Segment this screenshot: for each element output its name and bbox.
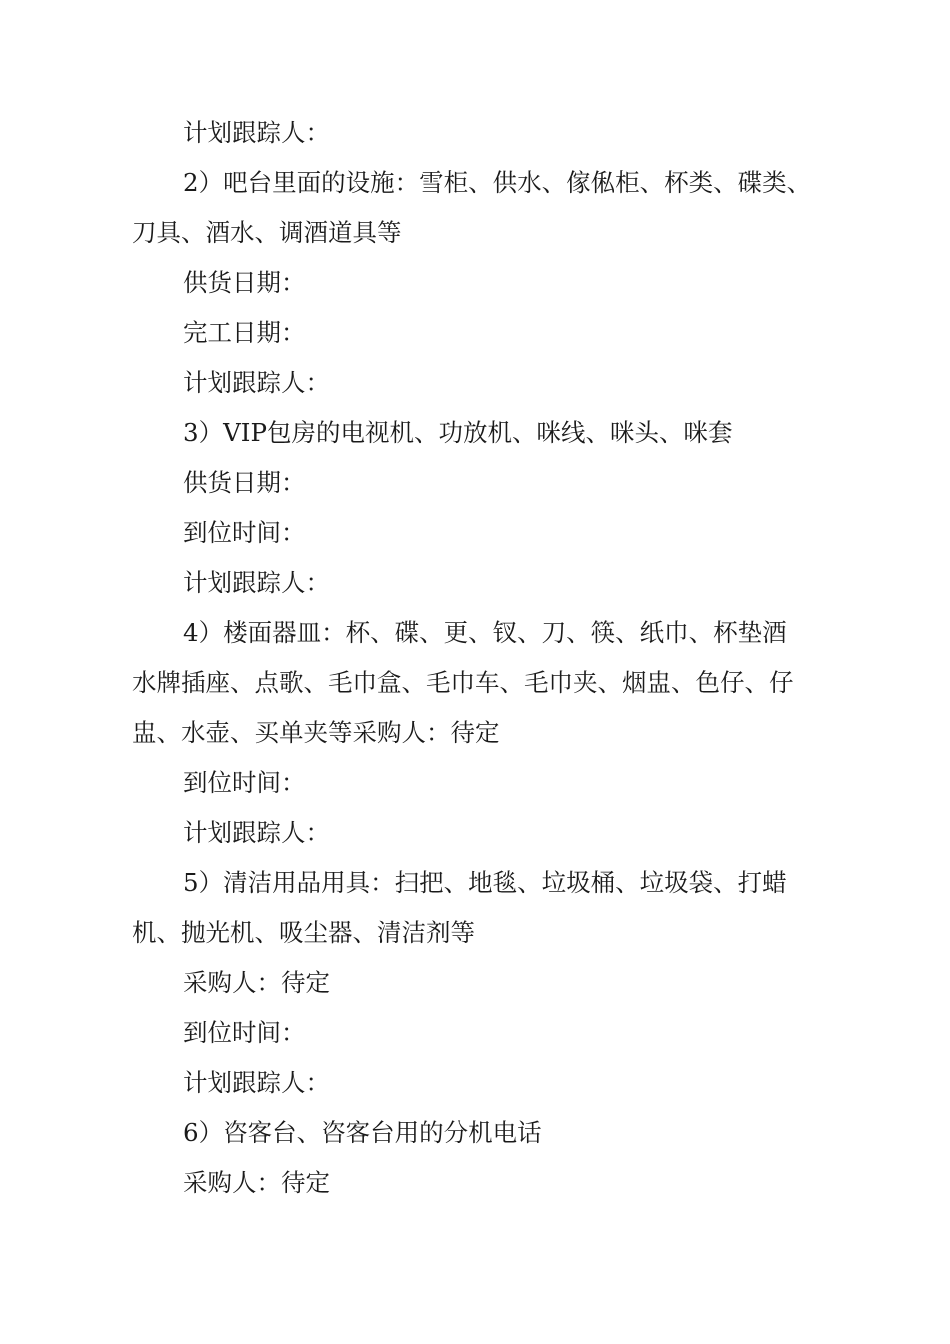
text-line: 计划跟踪人：	[183, 1068, 330, 1097]
text-line: 计划跟踪人：	[183, 818, 330, 847]
text-line: 供货日期：	[183, 468, 306, 497]
text-line: 刀具、酒水、调酒道具等	[132, 218, 402, 247]
text-line: 到位时间：	[183, 768, 306, 797]
text-line: 机、抛光机、吸尘器、清洁剂等	[132, 918, 475, 947]
text-line: 计划跟踪人：	[183, 118, 330, 147]
text-line: 3）VIP包房的电视机、功放机、咪线、咪头、咪套	[183, 418, 733, 447]
text-line: 完工日期：	[183, 318, 306, 347]
text-line: 到位时间：	[183, 1018, 306, 1047]
text-line: 2）吧台里面的设施：雪柜、供水、傢俬柜、杯类、碟类、	[183, 168, 812, 197]
text-line: 供货日期：	[183, 268, 306, 297]
text-line: 采购人：待定	[183, 1168, 330, 1197]
text-line: 计划跟踪人：	[183, 368, 330, 397]
text-line: 4）楼面器皿：杯、碟、更、钗、刀、筷、纸巾、杯垫酒	[183, 618, 787, 647]
text-line: 计划跟踪人：	[183, 568, 330, 597]
text-line: 5）清洁用品用具：扫把、地毯、垃圾桶、垃圾袋、打蜡	[183, 868, 787, 897]
text-line: 6）咨客台、咨客台用的分机电话	[183, 1118, 542, 1147]
text-line: 水牌插座、点歌、毛巾盒、毛巾车、毛巾夹、烟盅、色仔、仔	[132, 668, 794, 697]
text-line: 到位时间：	[183, 518, 306, 547]
text-line: 采购人：待定	[183, 968, 330, 997]
text-line: 盅、水壶、买单夹等采购人：待定	[132, 718, 500, 747]
